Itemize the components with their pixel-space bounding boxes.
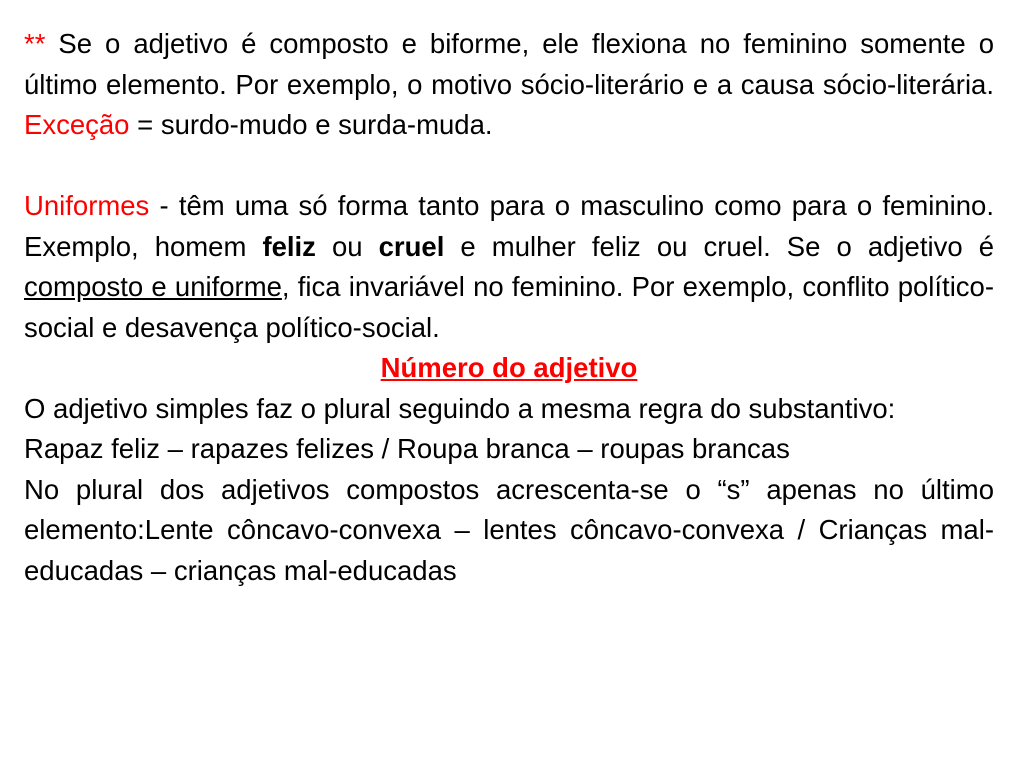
bold-word-cruel: cruel <box>378 230 445 262</box>
paragraph-uniformes-text-c: e mulher feliz ou cruel. Se o adjetivo é <box>444 230 994 262</box>
slide-content <box>24 24 994 591</box>
paragraph-biforme <box>24 24 994 146</box>
section-heading: Número do adjetivo <box>380 352 638 383</box>
paragraph-uniformes-text-d: , fica invariável no feminino. Por exemplo, conflito político-social e desavença político-social. <box>24 271 995 343</box>
paragraph-biforme-text-b: = surdo-mudo e surda-muda. <box>129 109 493 140</box>
paragraph-compound-plural: No plural dos adjetivos compostos acrescenta-se o “s” apenas no último elemento:Lente côncavo-convexa – lentes côncavo-convexa / Crianças mal-educadas – crianças mal-educadas <box>24 473 994 586</box>
paragraph-uniformes-text-b: ou <box>315 230 379 262</box>
paragraph-uniformes <box>24 186 994 348</box>
paragraph-spacer <box>24 146 994 187</box>
paragraph-biforme-text-a: Se o adjetivo é composto e biforme, ele flexiona no feminino somente o último elemento. Por exemplo, o motivo sócio-literário e a causa sócio-literária. <box>24 28 994 100</box>
exception-label: Exceção <box>24 109 130 140</box>
paragraph-uniformes-text-a: - têm uma só forma tanto para o masculino como para o feminino. Exemplo, homem <box>24 190 994 262</box>
paragraph-plural-rule: O adjetivo simples faz o plural seguindo a mesma regra do substantivo: <box>24 392 896 424</box>
note-marker: ** <box>24 28 46 59</box>
uniformes-term: Uniformes <box>24 190 150 221</box>
paragraph-plural-example: Rapaz feliz – rapazes felizes / Roupa branca – roupas brancas <box>24 433 790 464</box>
bold-word-feliz: feliz <box>262 230 316 262</box>
underlined-phrase: composto e uniforme <box>24 271 282 302</box>
